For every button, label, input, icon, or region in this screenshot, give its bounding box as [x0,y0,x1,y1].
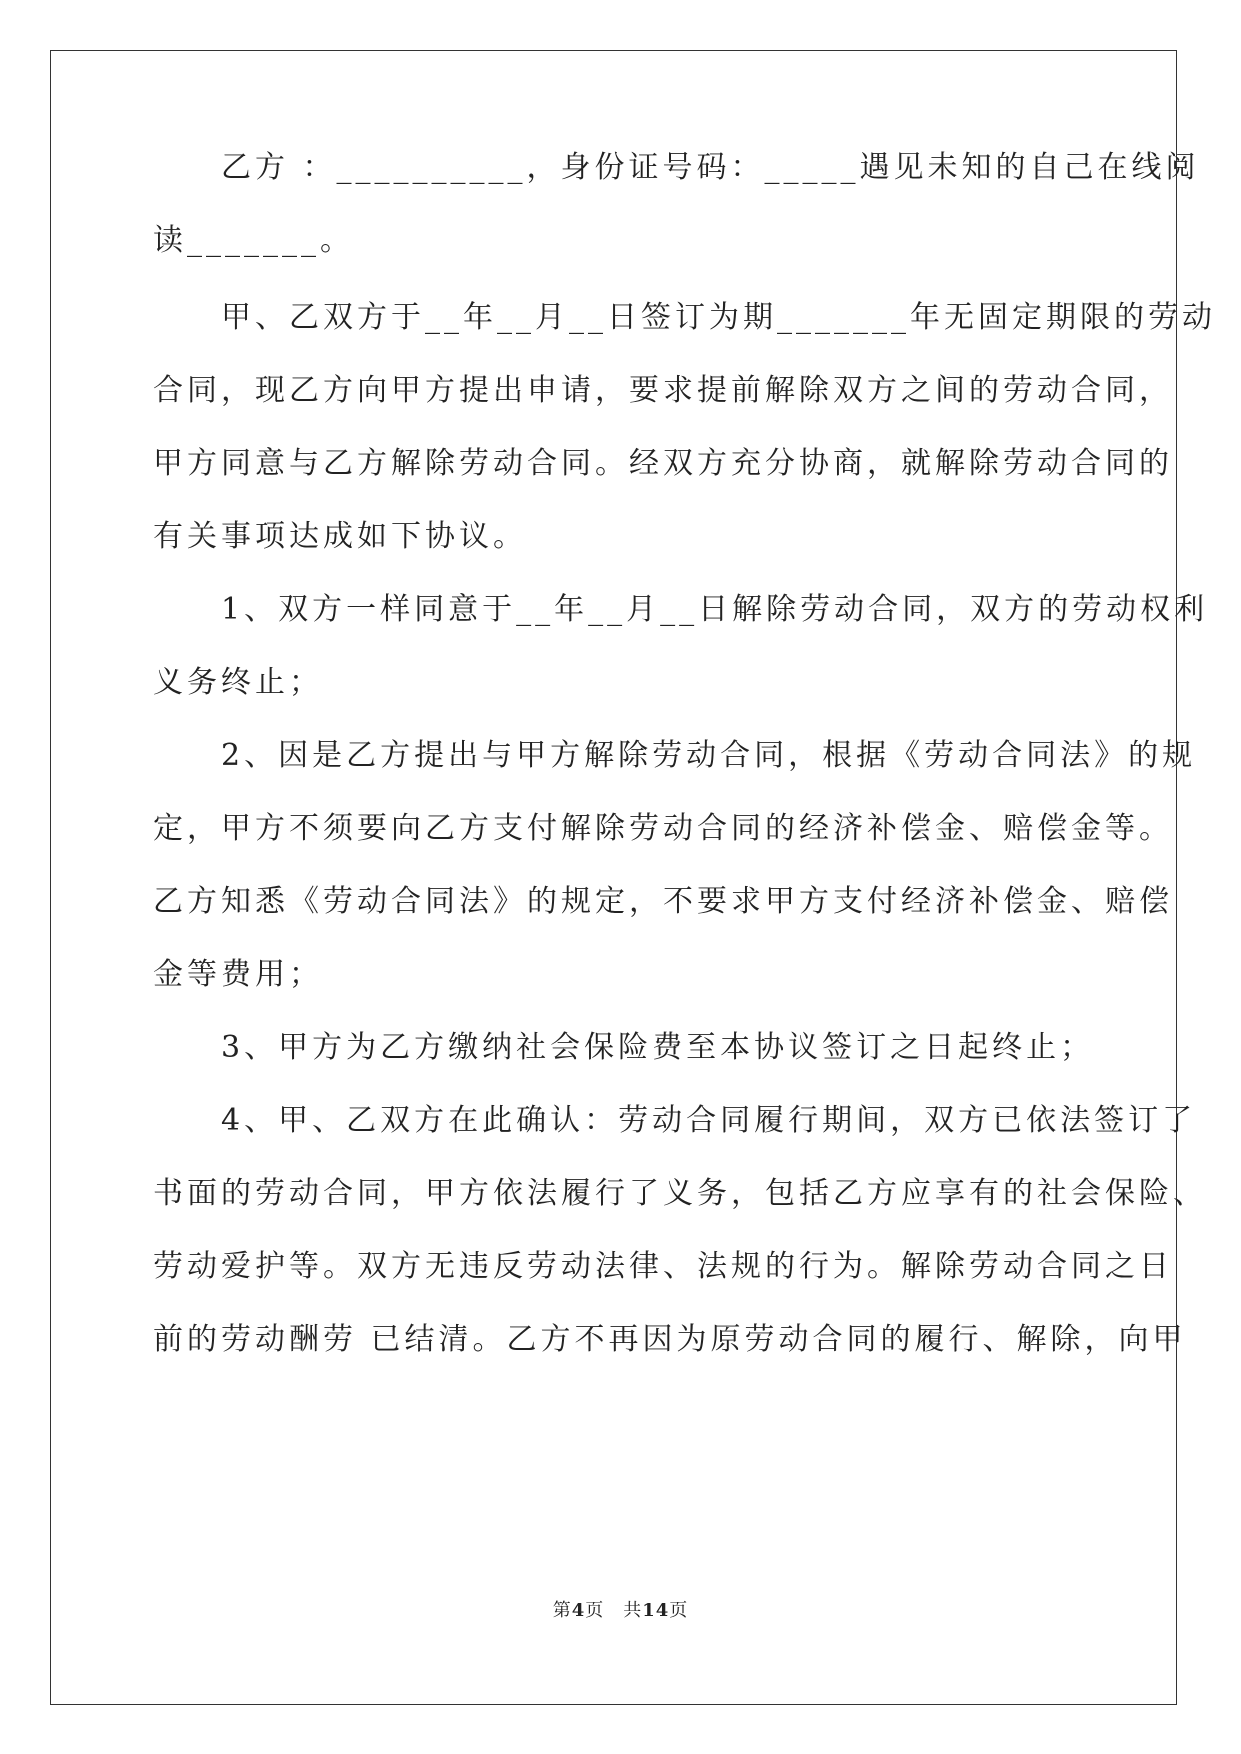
text-line: 甲、乙双方于__年__月__日签订为期_______年无固定期限的劳动 [153,300,1216,335]
current-page-number: 4 [571,1600,586,1621]
text-line: 定，甲方不须要向乙方支付解除劳动合同的经济补偿金、赔偿金等。 [153,811,1173,846]
text-line: 4、甲、乙双方在此确认：劳动合同履行期间，双方已依法签订了 [153,1103,1197,1138]
text-line: 3、甲方为乙方缴纳社会保险费至本协议签订之日起终止； [153,1030,1095,1065]
footer-suffix: 页 [669,1600,689,1621]
text-line: 甲方同意与乙方解除劳动合同。经双方充分协商，就解除劳动合同的 [153,446,1173,481]
footer-prefix: 第 [552,1600,572,1621]
text-line: 乙方知悉《劳动合同法》的规定，不要求甲方支付经济补偿金、赔偿 [153,884,1173,919]
footer-mid: 页 共 [585,1600,643,1621]
text-line: 1、双方一样同意于__年__月__日解除劳动合同，双方的劳动权利 [153,592,1209,627]
text-line: 乙方 ：__________，身份证号码：_____遇见未知的自己在线阅 [153,150,1200,185]
text-line: 2、因是乙方提出与甲方解除劳动合同，根据《劳动合同法》的规 [153,738,1197,773]
text-line: 劳动爱护等。双方无违反劳动法律、法规的行为。解除劳动合同之日 [153,1249,1173,1284]
text-line: 前的劳动酬劳 已结清。乙方不再因为原劳动合同的履行、解除，向甲 [153,1322,1187,1357]
text-line: 合同，现乙方向甲方提出申请，要求提前解除双方之间的劳动合同， [153,373,1173,408]
total-page-count: 14 [642,1600,670,1621]
text-line: 义务终止； [153,665,323,700]
text-line: 书面的劳动合同，甲方依法履行了义务，包括乙方应享有的社会保险、 [153,1176,1207,1211]
text-line: 金等费用； [153,957,323,992]
page-footer [0,1596,1241,1622]
text-line: 读_______。 [153,223,354,258]
text-line: 有关事项达成如下协议。 [153,519,527,554]
